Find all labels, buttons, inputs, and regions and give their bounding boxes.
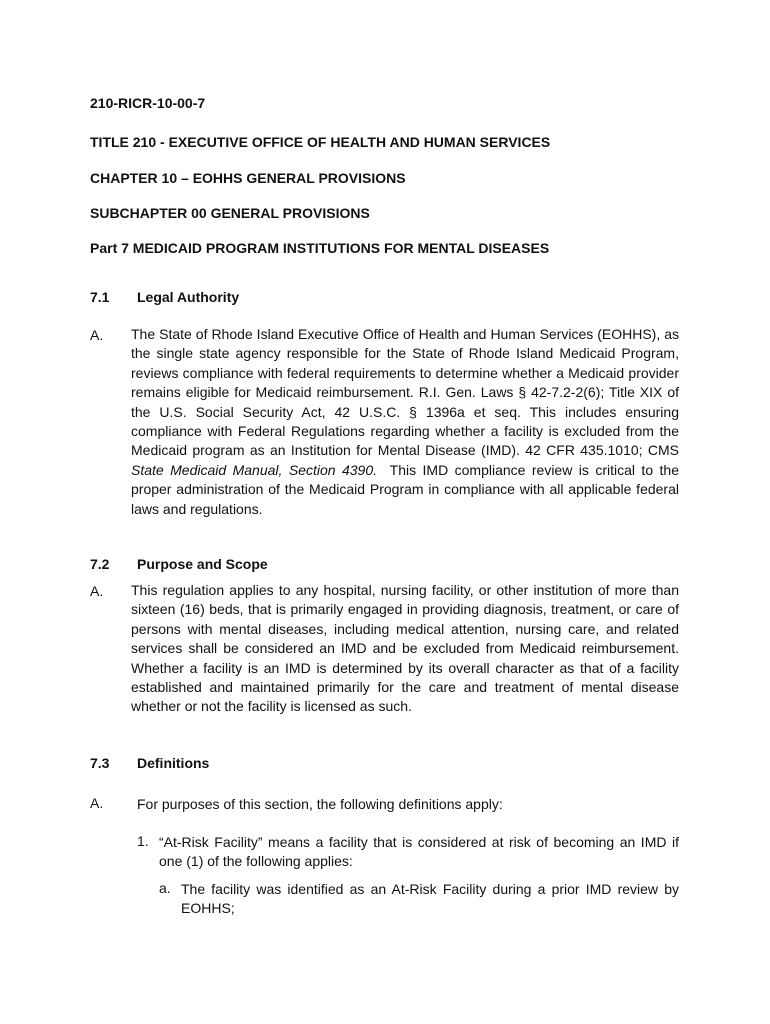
section-7-1-title: Legal Authority [137,289,240,305]
regulation-code: 210-RICR-10-00-7 [90,95,206,111]
section-7-2-a-paragraph: This regulation applies to any hospital, nursing facility, or other institution of more than sixteen (16) beds, that is primarily engaged in providing diagnosis, treatment, or care of persons with mental diseases, including medical attention, nursing care, and related services shall be considered an IMD and be excluded from Medicaid reimbursement. Whether a facility is an IMD is determined by its overall character as that of a facility established and maintained primarily for the care and treatment of mental disease whether or not the facility is licensed as such. [131,582,679,715]
section-7-2-title: Purpose and Scope [137,556,268,572]
part-heading: Part 7 MEDICAID PROGRAM INSTITUTIONS FOR MENTAL DISEASES [90,240,550,256]
definition-1a-marker: a. [159,880,171,896]
section-7-3-a-text: For purposes of this section, the following definitions apply: [137,796,503,812]
section-7-3-title: Definitions [137,755,210,771]
section-7-2-a-label: A. [90,583,104,599]
section-7-1-a-text-2: This IMD compliance review is critical to the proper administration of the Medicaid Program in compliance with all applicable federal laws and regulations. [131,461,680,517]
definition-1-text: “At-Risk Facility” means a facility that is considered at risk of becoming an IMD if one (1) of the following applies: [159,834,679,870]
section-7-1-a-text-1: The State of Rhode Island Executive Office of Health and Human Services (EOHHS), as the single state agency responsible for the State of Rhode Island Medicaid Program, reviews compliance with federal requirements to determine whether a Medicaid provider remains eligible for Medicaid reimbursement. R.I. Gen. Laws § 42-7.2-2(6); Title XIX of the U.S. Social Security Act, 42 U.S.C. § 1396a et seq. This includes ensuring compliance with Federal Regulations regarding whether a facility is excluded from the Medicaid program as an Institution for Mental Disease (IMD). 42 CFR 435.1010; CMS [131,326,679,459]
section-7-1-a-paragraph [131,325,679,519]
section-7-3-number: 7.3 [90,755,110,771]
section-7-2-number: 7.2 [90,556,110,572]
section-7-1-a-italic: State Medicaid Manual, Section 4390. [131,461,378,478]
subchapter-heading: SUBCHAPTER 00 GENERAL PROVISIONS [90,205,370,221]
definition-1a-text: The facility was identified as an At-Risk Facility during a prior IMD review by EOHHS; [181,881,679,917]
chapter-heading: CHAPTER 10 – EOHHS GENERAL PROVISIONS [90,170,406,186]
section-7-1-number: 7.1 [90,289,110,305]
definition-1-marker: 1. [137,833,149,849]
title-heading: TITLE 210 - EXECUTIVE OFFICE OF HEALTH AND HUMAN SERVICES [90,134,551,150]
section-7-3-a-label: A. [90,795,104,811]
section-7-1-a-label: A. [90,327,104,343]
